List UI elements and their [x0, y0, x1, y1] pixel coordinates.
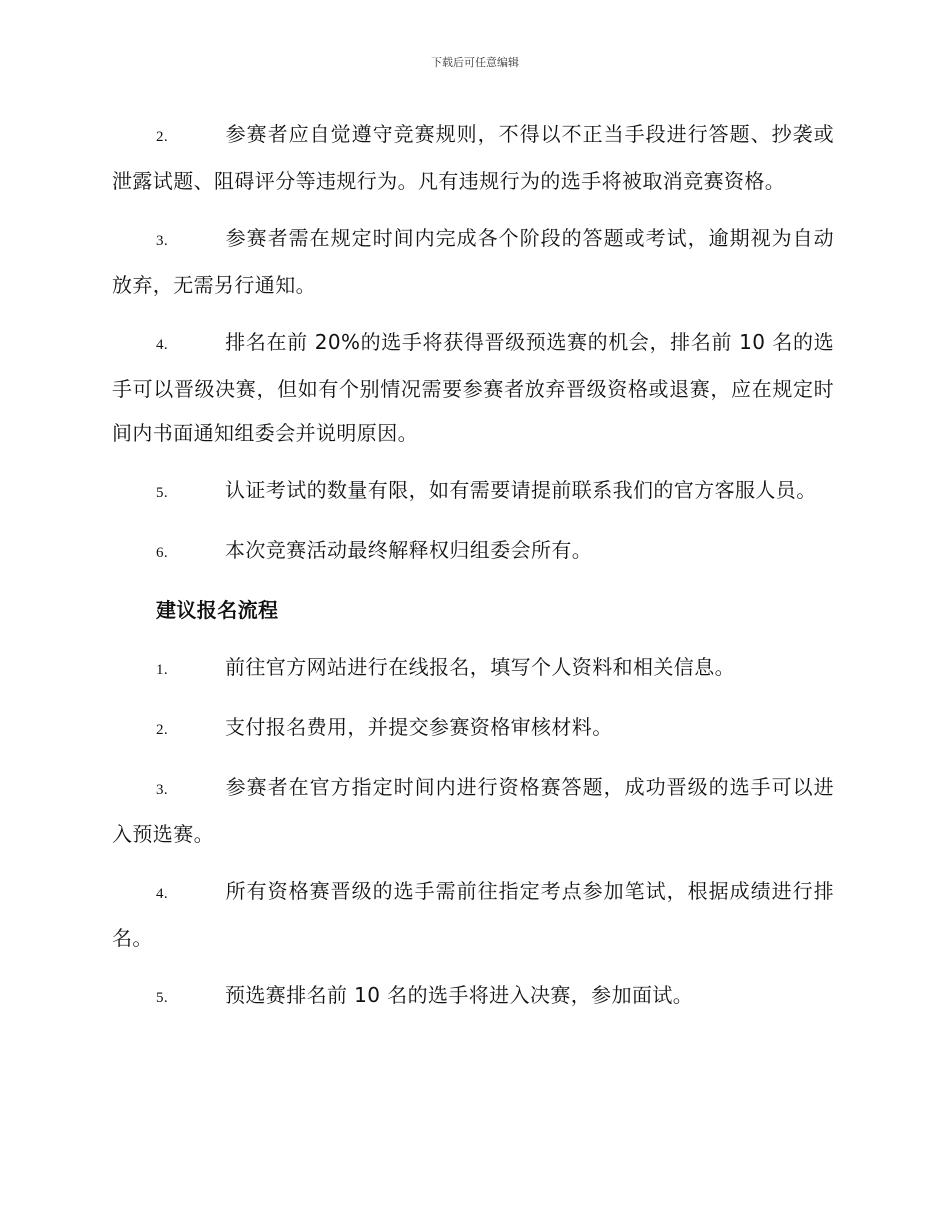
- document-body: [112, 112, 834, 1020]
- section-title: 建议报名流程: [156, 598, 279, 622]
- rule-text: 参赛者需在规定时间内完成各个阶段的答题或考试，逾期视为自动放弃，无需另行通知。: [112, 226, 834, 297]
- rule-text: 参赛者应自觉遵守竞赛规则，不得以不正当手段进行答题、抄袭或泄露试题、阻碍评分等违规行为。凡有违规行为的选手将被取消竞赛资格。: [112, 122, 834, 193]
- step-text: 前往官方网站进行在线报名，填写个人资料和相关信息。: [225, 655, 735, 679]
- process-step-3: [112, 765, 834, 856]
- step-text: 预选赛排名前 10 名的选手将进入决赛，参加面试。: [225, 983, 694, 1007]
- process-step-4: [112, 869, 834, 960]
- step-number: 5.: [156, 990, 169, 1006]
- step-text: 支付报名费用，并提交参赛资格审核材料。: [225, 715, 613, 739]
- process-step-1: [112, 645, 834, 692]
- rule-item-2: [112, 112, 834, 203]
- rule-number: 6.: [156, 545, 169, 561]
- step-number: 1.: [156, 662, 169, 678]
- rule-item-4: [112, 320, 834, 455]
- header-note: 下载后可任意编辑: [431, 56, 519, 69]
- rule-number: 4.: [156, 337, 169, 353]
- step-number: 3.: [156, 782, 169, 798]
- step-text: 所有资格赛晋级的选手需前往指定考点参加笔试，根据成绩进行排名。: [112, 879, 834, 950]
- rule-number: 2.: [156, 129, 169, 145]
- rule-item-6: [112, 528, 834, 575]
- rule-item-5: [112, 468, 834, 515]
- process-step-2: [112, 705, 834, 752]
- rule-number: 5.: [156, 485, 169, 501]
- process-step-5: [112, 973, 834, 1020]
- step-number: 4.: [156, 886, 169, 902]
- rule-number: 3.: [156, 233, 169, 249]
- rule-text: 排名在前 20%的选手将获得晋级预选赛的机会，排名前 10 名的选手可以晋级决赛，但如有个别情况需要参赛者放弃晋级资格或退赛，应在规定时间内书面通知组委会并说明原因。: [112, 330, 834, 445]
- rule-item-3: [112, 216, 834, 307]
- rule-text: 本次竞赛活动最终解释权归组委会所有。: [225, 538, 593, 562]
- rule-text: 认证考试的数量有限，如有需要请提前联系我们的官方客服人员。: [225, 478, 817, 502]
- step-number: 2.: [156, 722, 169, 738]
- step-text: 参赛者在官方指定时间内进行资格赛答题，成功晋级的选手可以进入预选赛。: [112, 775, 834, 846]
